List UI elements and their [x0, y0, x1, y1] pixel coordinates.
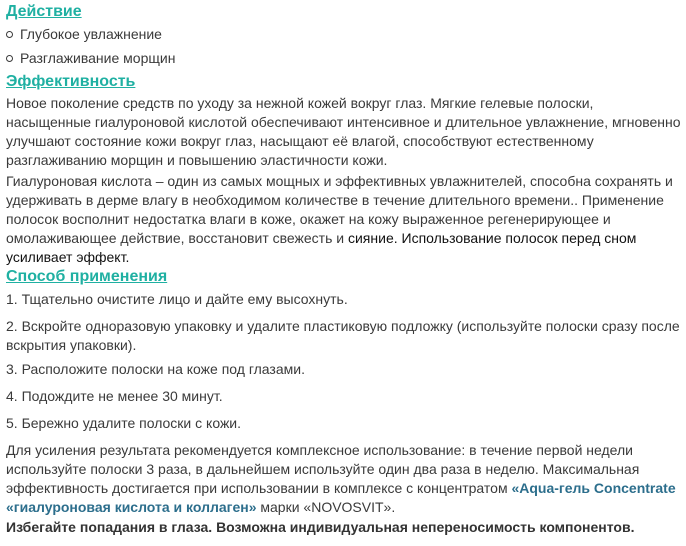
usage-step-2: 2. Вскройте одноразовую упаковку и удалите пластиковую подложку (используйте полоски сразу после вскрытия упаковки). — [6, 318, 680, 353]
hyaluronic-collagen-link[interactable]: «гиалуроновая кислота и коллаген» — [6, 499, 257, 515]
usage-step-3: 3. Расположите полоски на коже под глазами. — [6, 361, 305, 377]
usage-step-5: 5. Бережно удалите полоски с кожи. — [6, 415, 242, 431]
list-item — [6, 46, 175, 70]
effectiveness-paragraph-2-ending: сияние. Использование полосок перед сном усиливает эффект. — [6, 230, 637, 265]
section-title-usage: Способ применения — [6, 268, 168, 285]
list-item-label: Разглаживание морщин — [20, 50, 176, 66]
list-item — [6, 22, 175, 46]
usage-recommendation — [6, 441, 682, 517]
usage-step-1: 1. Тщательно очистите лицо и дайте ему высохнуть. — [6, 291, 348, 307]
action-list — [6, 22, 175, 70]
effectiveness-paragraph-2 — [6, 172, 682, 267]
section-title-effectiveness: Эффективность — [6, 73, 136, 90]
usage-recommendation-brand: марки «NOVOSVIT». — [256, 499, 396, 515]
bullet-circle-icon — [6, 55, 13, 62]
section-title-action: Действие — [6, 3, 82, 20]
list-item-label: Глубокое увлажнение — [20, 26, 162, 42]
aqua-gel-concentrate-link[interactable]: «Aqua-гель Concentrate — [511, 480, 676, 496]
bullet-circle-icon — [6, 31, 13, 38]
effectiveness-paragraph-1: Новое поколение средств по уходу за нежной кожей вокруг глаз. Мягкие гелевые полоски, насыщенные гиалуроновой кислотой обеспечивают интенсивное и длительное увлажнение, мгновенно улучшают состояние кожи вокруг глаз, насыщают её влагой, способствуют естественному разглаживанию морщин и повышению эластичности кожи. — [6, 95, 681, 168]
usage-recommendation-text: Для усиления результата рекомендуется комплексное использование: в течение первой недели используйте полоски 3 раза, в дальнейшем используйте один два раза в неделю. Максимальная эффективность достигается при использовании в комплексе с концентратом — [6, 442, 640, 496]
warning-text: Избегайте попадания в глаза. Возможна индивидуальная непереносимость компонентов. — [6, 519, 635, 535]
effectiveness-paragraph-2-text: Гиалуроновая кислота – один из самых мощных и эффективных увлажнителей, способна сохранять и удерживать в дерме влагу в необходимом количестве в течение длительного времени.. Применение полосок восполнит недостатка влаги в коже, окажет на кожу выраженное регенерирующее и омолаживающее действие, восстановит свежесть и — [6, 173, 673, 246]
usage-step-4: 4. Подождите не менее 30 минут. — [6, 388, 223, 404]
